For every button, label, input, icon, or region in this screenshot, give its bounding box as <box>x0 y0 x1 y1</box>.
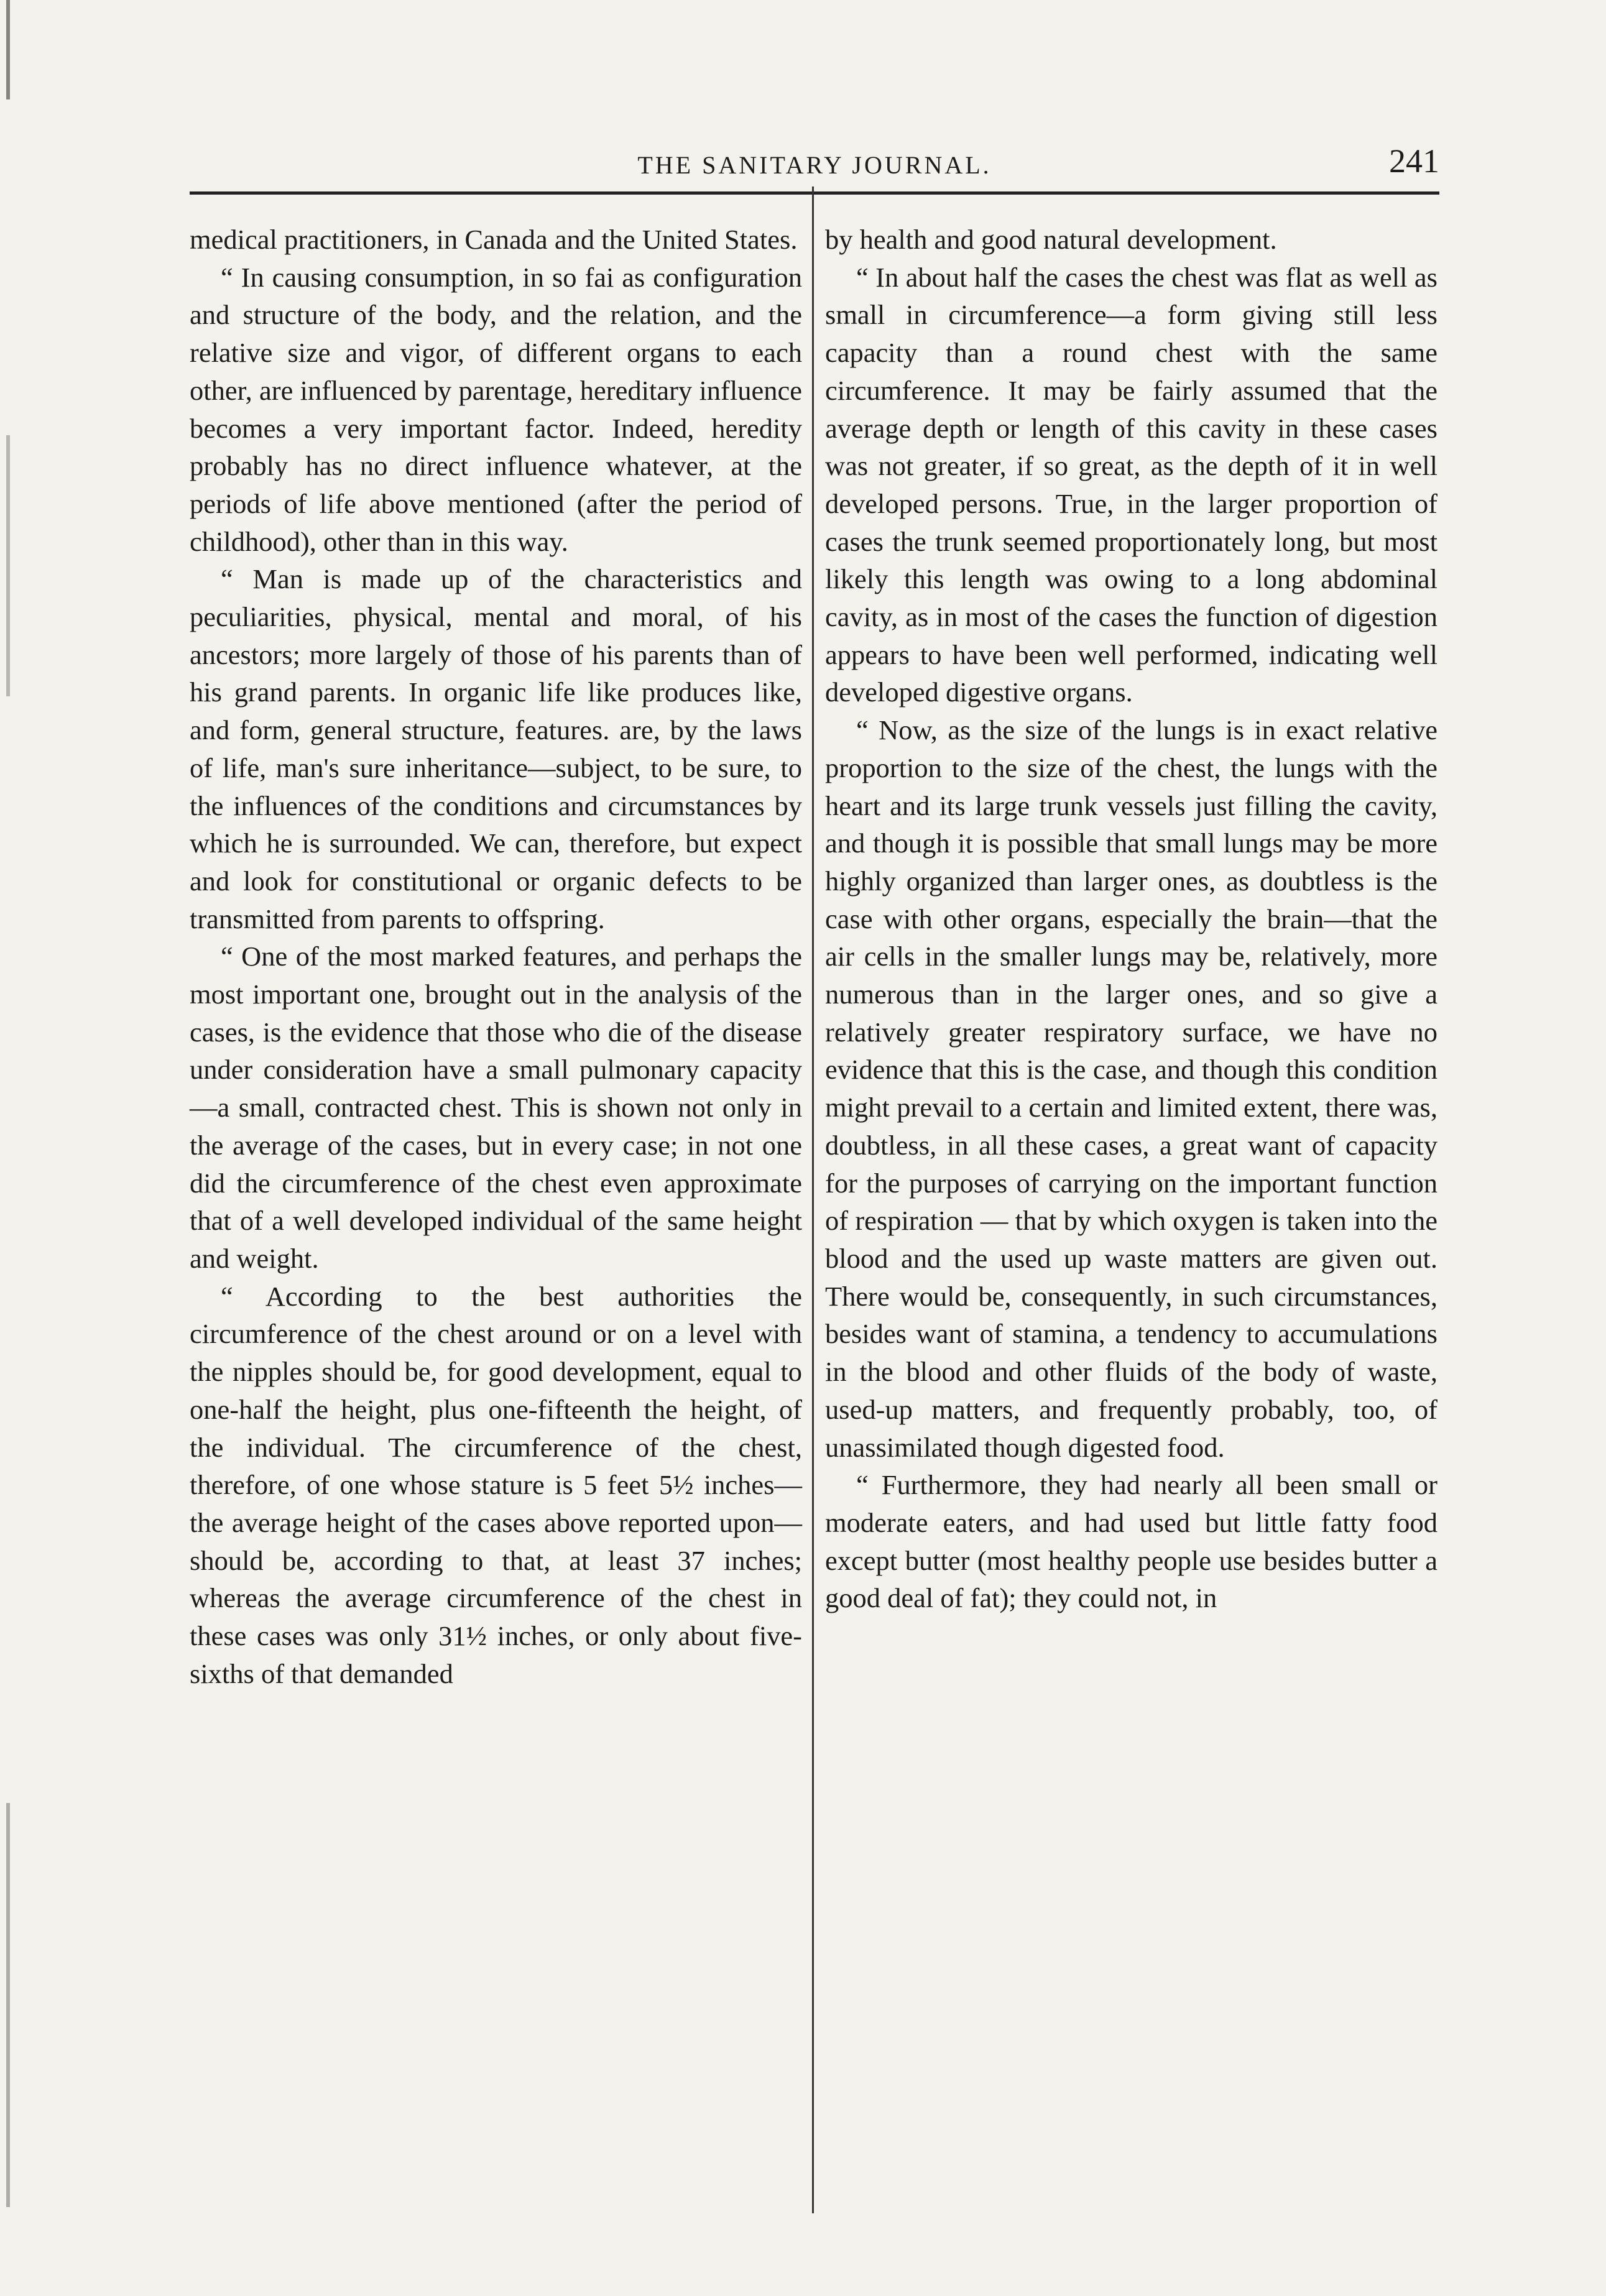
left-column <box>190 221 802 1692</box>
page-number: 241 <box>1389 142 1439 180</box>
paragraph: “ According to the best authorities the circumference of the chest around or on a level with the nipples should be, for good development, equal to one-half the height, plus one-fifteenth the height, of the individual. The circumference of the chest, therefore, of one whose stature is 5 feet 5½ inches—the average height of the cases above reported upon—should be, according to that, at least 37 inches; whereas the average circumference of the chest in these cases was only 31½ inches, or only about five-sixths of that demanded <box>190 1280 802 1689</box>
paragraph: by health and good natural development. <box>825 224 1277 255</box>
paragraph: “ Man is made up of the characteristics and peculiarities, physical, mental and moral, of his ancestors; more largely of those of his parents than of his grand parents. In organic life like produces like, and form, general structure, features. are, by the laws of life, man's sure inheritance—subject, to be sure, to the influences of the conditions and circumstances by which he is surrounded. We can, therefore, but expect and look for constitutional or organic defects to be transmitted from parents to offspring. <box>190 563 802 934</box>
paragraph: “ Now, as the size of the lungs is in exact relative proportion to the size of the chest, the lungs with the heart and its large trunk vessels just filling the cavity, and though it is possible that small lungs may be more highly organized than larger ones, as doubtless is the case with other organs, especially the brain—that the air cells in the smaller lungs may be, relatively, more numerous than in the larger ones, and so give a relatively greater respiratory surface, we have no evidence that this is the case, and though this condition might prevail to a certain and limited extent, there was, doubtless, in all these cases, a great want of capacity for the purposes of carrying on the important function of respiration — that by which oxygen is taken into the blood and the used up waste matters are given out. There would be, consequently, in such circumstances, besides want of stamina, a tendency to accumulations in the blood and other fluids of the body of waste, used-up matters, and frequently probably, too, of unassimilated though digested food. <box>825 714 1438 1463</box>
paragraph: “ In about half the cases the chest was flat as well as small in circumference—a form giving still less capacity than a round chest with the same circumference. It may be fairly assumed that the average depth or length of this cavity in these cases was not greater, if so great, as the depth of it in well developed persons. True, in the larger proportion of cases the trunk seemed proportionately long, but most likely this length was owing to a long abdominal cavity, as in most of the cases the function of digestion appears to have been well performed, indicating well developed digestive organs. <box>825 261 1438 708</box>
paragraph: “ Furthermore, they had nearly all been small or moderate eaters, and had used but little fatty food except butter (most healthy people use besides butter a good deal of fat); they could not, in <box>825 1469 1438 1614</box>
paragraph: medical practitioners, in Canada and the United States. <box>190 224 798 255</box>
scan-edge-mark <box>6 0 10 99</box>
running-head: THE SANITARY JOURNAL. <box>637 151 992 179</box>
column-rule <box>812 187 814 2213</box>
paragraph: “ One of the most marked features, and perhaps the most important one, brought out in the analysis of the cases, is the evidence that those who die of the disease under consideration have a small pulmonary capacity—a small, contracted chest. This is shown not only in the average of the cases, but in every case; in not one did the circumference of the chest even approximate that of a well developed individual of the same height and weight. <box>190 941 802 1274</box>
header-rule <box>190 191 1439 195</box>
scan-edge-mark <box>6 1803 10 2207</box>
paragraph: “ In causing consumption, in so fai as configuration and structure of the body, and the relation, and the relative size and vigor, of different organs to each other, are influenced by parentage, hereditary influence becomes a very important factor. Indeed, heredity probably has no direct influence whatever, at the periods of life above mentioned (after the period of childhood), other than in this way. <box>190 261 802 557</box>
scan-edge-mark <box>6 435 10 696</box>
right-column <box>825 221 1438 1617</box>
page-header <box>190 138 1439 194</box>
